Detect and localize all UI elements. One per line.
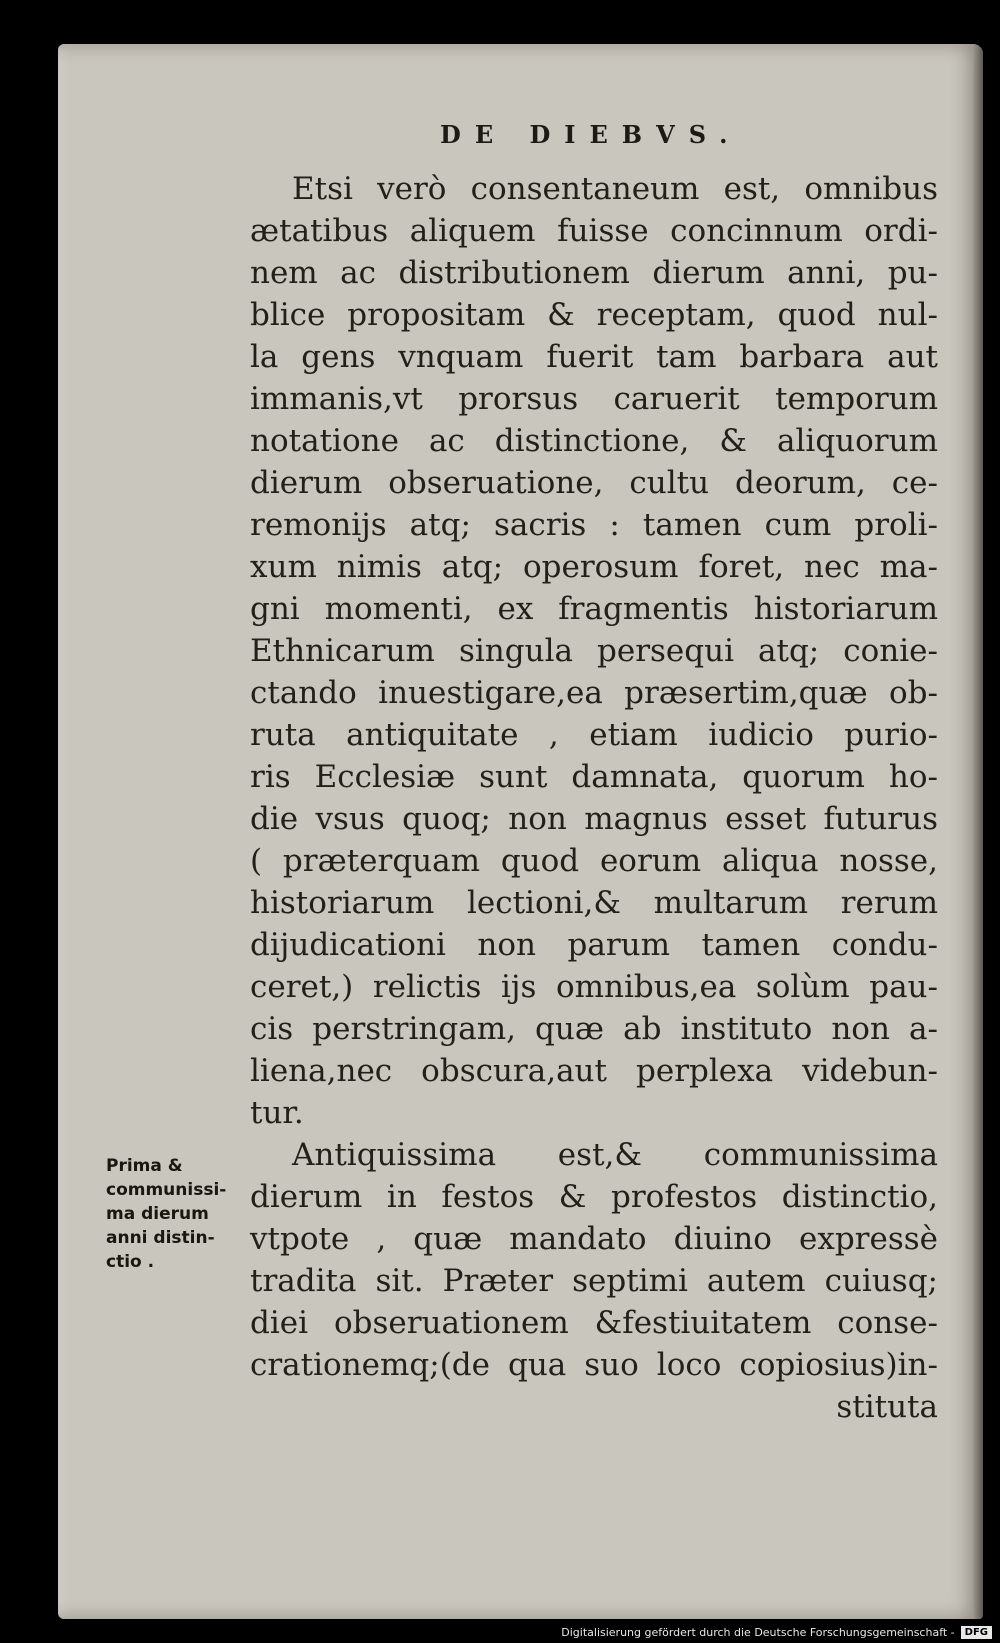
- marginal-line: ma dierum: [106, 1204, 209, 1224]
- text-line: notatione ac distinctione, & aliquorum: [250, 423, 938, 459]
- text-line: diei obseruationem &festiuitatem conse-: [250, 1305, 938, 1341]
- text-line: Ethnicarum singula persequi atq; conie-: [250, 633, 938, 669]
- text-line: die vsus quoq; non magnus esset futurus: [250, 801, 938, 837]
- page-edge: [973, 44, 983, 1619]
- text-line: ris Ecclesiæ sunt damnata, quorum ho-: [250, 759, 938, 795]
- dfg-logo: DFG: [961, 1626, 992, 1639]
- text-line: liena,nec obscura,aut perplexa videbun-: [250, 1053, 938, 1089]
- text-line: xum nimis atq; operosum foret, nec ma-: [250, 549, 938, 585]
- text-line: dierum in festos & profestos distinctio,: [250, 1179, 938, 1215]
- catchword: stituta: [836, 1389, 938, 1425]
- text-line: tur.: [250, 1095, 304, 1131]
- text-line: dierum obseruatione, cultu deorum, ce-: [250, 465, 938, 501]
- text-line: la gens vnquam fuerit tam barbara aut: [250, 339, 938, 375]
- text-line: nem ac distributionem dierum anni, pu-: [250, 255, 938, 291]
- marginal-line: anni distin-: [106, 1228, 215, 1248]
- text-line: remonijs atq; sacris : tamen cum proli-: [250, 507, 938, 543]
- text-line: cis perstringam, quæ ab instituto non a-: [250, 1011, 938, 1047]
- marginal-line: ctio .: [106, 1252, 155, 1272]
- text-line: vtpote , quæ mandato diuino expressè: [250, 1221, 938, 1257]
- text-line: ruta antiquitate , etiam iudicio purio-: [250, 717, 938, 753]
- marginal-line: communissi-: [106, 1180, 227, 1200]
- text-line: ætatibus aliquem fuisse concinnum ordi-: [250, 213, 938, 249]
- running-head: DE DIEBVS.: [440, 120, 742, 149]
- text-line: Antiquissima est,& communissima: [292, 1137, 938, 1173]
- text-line: crationemq;(de qua suo loco copiosius)in-: [250, 1347, 938, 1383]
- text-line: ( præterquam quod eorum aliqua nosse,: [250, 843, 938, 879]
- text-line: historiarum lectioni,& multarum rerum: [250, 885, 938, 921]
- text-line: gni momenti, ex fragmentis historiarum: [250, 591, 938, 627]
- text-line: Etsi verò consentaneum est, omnibus: [292, 171, 938, 207]
- digitization-footer: [561, 1626, 992, 1639]
- main-text: [250, 168, 938, 1428]
- marginal-note: [106, 1154, 251, 1274]
- footer-text: Digitalisierung gefördert durch die Deutsche Forschungsgemeinschaft -: [561, 1626, 955, 1639]
- marginal-line: Prima &: [106, 1156, 183, 1176]
- text-line: ctando inuestigare,ea præsertim,quæ ob-: [250, 675, 938, 711]
- text-line: tradita sit. Præter septimi autem cuiusq;: [250, 1263, 938, 1299]
- text-line: blice propositam & receptam, quod nul-: [250, 297, 938, 333]
- text-line: dijudicationi non parum tamen condu-: [250, 927, 938, 963]
- text-line: immanis,vt prorsus caruerit temporum: [250, 381, 938, 417]
- text-line: ceret,) relictis ijs omnibus,ea solùm pau-: [250, 969, 938, 1005]
